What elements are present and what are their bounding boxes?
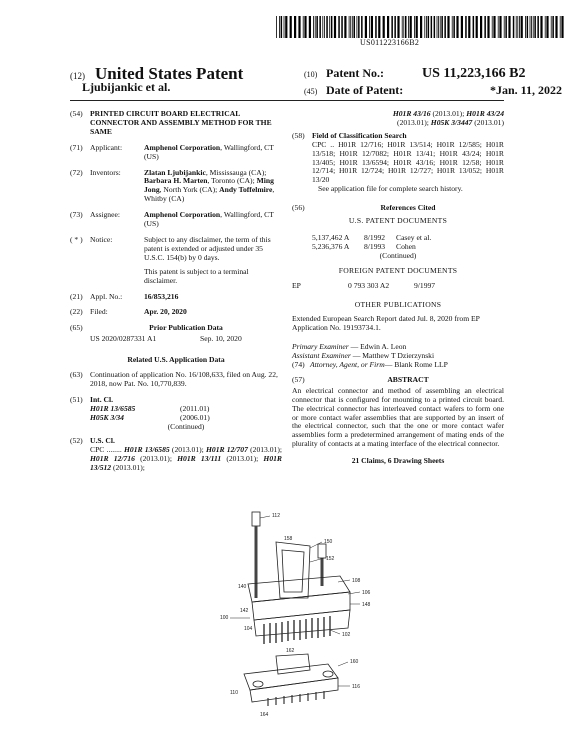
abstract-text: An electrical connector and method of assembling an electrical connector that is configured for mounting to a printed circuit board. The electrical connector has interleaved contact wafers to form one or more contact wafer assemblies that are supported by an insert of the electrical connector, such that the one or more contact wafer assemblies form a predetermined arrangement of mating ends of the plurality of contacts at a mating interface of the electrical connector. xyxy=(292,385,504,449)
patent-number: US 11,223,166 B2 xyxy=(422,66,526,81)
label-148: 148 xyxy=(362,602,371,608)
abstract-item xyxy=(292,376,504,385)
notice-label: Notice: xyxy=(90,234,113,244)
barcode-bar xyxy=(334,16,336,38)
cpc-a: H01R 13/6585 xyxy=(124,445,170,455)
cpc-cont-2: H01R 43/24 xyxy=(466,109,504,118)
intcl-1: H01R 13/6585 xyxy=(90,403,136,413)
barcode-bar xyxy=(473,16,475,38)
patent-date: *Jan. 11, 2022 xyxy=(489,83,562,97)
patent-header-right xyxy=(304,66,562,98)
us-doc-date: 8/1993 xyxy=(364,241,386,251)
barcode-bar xyxy=(316,16,318,38)
barcode-bar xyxy=(279,16,280,38)
barcode-bar xyxy=(276,16,277,38)
barcode-bar xyxy=(437,16,438,38)
barcode-bar xyxy=(303,16,304,38)
screw-head xyxy=(252,512,260,526)
date-code: (45) xyxy=(304,87,318,96)
barcode-bar xyxy=(525,16,526,38)
barcode-bar xyxy=(322,16,323,38)
barcode-number: US011223166B2 xyxy=(360,38,420,47)
barcode-bar xyxy=(358,16,360,38)
shell xyxy=(276,542,310,598)
cpc-continued xyxy=(292,110,504,128)
right-column xyxy=(292,110,504,466)
applicant-label: Applicant: xyxy=(90,142,123,152)
appl-number: 16/853,216 xyxy=(144,291,179,301)
barcode-bar xyxy=(298,16,300,38)
assistant-examiner-label: Assistant Examiner xyxy=(292,351,351,361)
filed-date: Apr. 20, 2020 xyxy=(144,307,187,317)
barcode-bar xyxy=(371,16,373,38)
label-108: 108 xyxy=(352,578,361,584)
prior-publication-title: Prior Publication Data xyxy=(149,323,223,333)
inventor-4-location: , Whitby (CA) xyxy=(144,185,275,204)
label-142: 142 xyxy=(240,608,249,614)
barcode-bar xyxy=(294,16,296,38)
barcode-bar xyxy=(533,16,534,38)
attorney-code: (74) xyxy=(292,360,305,370)
abstract-code: (57) xyxy=(292,374,305,384)
notice-text: Subject to any disclaimer, the term of this patent is extended or adjusted under 35 U.S.C. 154(b) by 0 days. xyxy=(144,234,271,262)
assignee-location: , Wallingford, CT (US) xyxy=(144,210,274,229)
appl-code: (21) xyxy=(70,291,83,301)
prior-publication-row xyxy=(90,335,282,344)
barcode-bar xyxy=(324,16,325,38)
prior-publication-number: US 2020/0287331 A1 xyxy=(90,334,157,344)
barcode xyxy=(276,16,566,38)
filed-code: (22) xyxy=(70,307,83,317)
screw-head-2 xyxy=(318,544,326,558)
title-item xyxy=(70,110,282,137)
barcode-bar xyxy=(329,16,330,38)
uscl-code: (52) xyxy=(70,436,83,446)
cpc-cont-1-date: (2013.01); xyxy=(430,109,467,118)
cpc-cont-1: H01R 43/16 xyxy=(392,109,431,118)
barcode-bar xyxy=(428,16,430,38)
barcode-bar xyxy=(378,16,380,38)
label-102: 102 xyxy=(342,632,351,638)
barcode-bar xyxy=(560,16,561,38)
barcode-bar xyxy=(452,16,453,38)
barcode-bar xyxy=(513,16,515,38)
barcode-bar xyxy=(309,16,311,38)
applicant-code: (71) xyxy=(70,142,83,152)
barcode-bar xyxy=(534,16,536,38)
applicant-location: , Wallingford, CT (US) xyxy=(144,142,274,161)
barcode-bar xyxy=(354,16,356,38)
uscl-cpc xyxy=(90,446,282,473)
prior-code: (65) xyxy=(70,323,83,333)
notice-code: ( * ) xyxy=(70,234,83,244)
other-publications-title: OTHER PUBLICATIONS xyxy=(354,299,442,309)
inventors-label: Inventors: xyxy=(90,167,121,177)
barcode-bar xyxy=(493,16,495,38)
foreign-doc-row xyxy=(292,282,504,291)
mount-hole-right xyxy=(323,671,333,677)
barcode-bar xyxy=(361,16,363,38)
other-publications-text: Extended European Search Report dated Jul. 8, 2020 from EP Application No. 19193734.1. xyxy=(292,314,480,333)
label-110: 110 xyxy=(230,690,238,696)
barcode-bar xyxy=(387,16,389,38)
leader-lines xyxy=(230,516,360,686)
label-104: 104 xyxy=(244,626,253,632)
barcode-bar xyxy=(468,16,470,38)
barcode-bar xyxy=(537,16,539,38)
inventor-1: Zlatan Ljubijankic xyxy=(144,167,206,177)
barcode-bar xyxy=(397,16,399,38)
barcode-bar xyxy=(402,16,403,38)
applicant-name: Amphenol Corporation xyxy=(144,142,221,152)
barcode-bar xyxy=(440,16,441,38)
filed-label: Filed: xyxy=(90,307,108,317)
attorney-label: Attorney, Agent, or Firm xyxy=(310,360,385,370)
cpc-e: H01R 13/512 xyxy=(90,454,282,473)
barcode-bar xyxy=(465,16,467,38)
us-doc-name: Casey et al. xyxy=(396,232,432,242)
pins xyxy=(264,616,330,644)
barcode-bar xyxy=(434,16,436,38)
intcl-1-date: (2011.01) xyxy=(180,403,210,413)
barcode-bar xyxy=(284,16,285,38)
barcode-bar xyxy=(315,16,316,38)
assignee-item xyxy=(70,211,282,229)
assignee-label: Assignee: xyxy=(90,210,120,220)
barcode-bar xyxy=(551,16,552,38)
insert-top xyxy=(252,592,350,620)
barcode-bar xyxy=(349,16,350,38)
barcode-bar xyxy=(414,16,415,38)
title-code: (54) xyxy=(70,109,83,118)
intcl-code: (51) xyxy=(70,394,83,404)
field-code: (58) xyxy=(292,130,305,140)
barcode-bar xyxy=(365,16,367,38)
us-docs-title: U.S. PATENT DOCUMENTS xyxy=(348,216,448,226)
refs-item xyxy=(292,204,504,213)
intcl-2: H05K 3/34 xyxy=(90,412,124,422)
cpc-d: H01R 13/111 xyxy=(177,454,222,464)
label-100: 100 xyxy=(220,615,229,621)
barcode-bar xyxy=(504,16,505,38)
barcode-bar xyxy=(441,16,443,38)
barcode-bar xyxy=(420,16,422,38)
inventor-4: Andy Toffelmire xyxy=(219,185,273,195)
refs-code: (56) xyxy=(292,203,305,213)
us-doc-number: 5,137,462 A xyxy=(312,232,350,242)
barcode-bar xyxy=(487,16,489,38)
primary-examiner-label: Primary Examiner xyxy=(292,342,349,352)
barcode-bar xyxy=(484,16,486,38)
barcode-bar xyxy=(447,16,449,38)
foreign-country: EP xyxy=(292,280,301,290)
barcode-bar xyxy=(545,16,546,38)
assignee-name: Amphenol Corporation xyxy=(144,210,221,220)
barcode-bar xyxy=(444,16,446,38)
barcode-bar xyxy=(540,16,542,38)
patent-no-code: (10) xyxy=(304,70,318,79)
intcl-list xyxy=(90,405,282,432)
barcode-bar xyxy=(505,16,507,38)
barcode-bar xyxy=(352,16,353,38)
barcode-bar xyxy=(508,16,510,38)
us-doc-date: 8/1992 xyxy=(364,232,386,242)
claims-count: 21 Claims, 6 Drawing Sheets xyxy=(351,456,445,466)
attorney xyxy=(292,361,504,370)
filed-item xyxy=(70,308,282,317)
cpc-cont-3-date: (2013.01) xyxy=(472,117,504,127)
doc-type-title: United States Patent xyxy=(95,64,244,83)
barcode-bar xyxy=(416,16,418,38)
barcode-bar xyxy=(331,16,333,38)
inventor-3-location: , North York (CA); xyxy=(159,185,218,195)
intcl-2-date: (2006.01) xyxy=(180,412,210,422)
barcode-bar xyxy=(531,16,532,38)
inventor-3: Ming Jong xyxy=(144,176,274,195)
label-116: 116 xyxy=(352,684,360,690)
label-158: 158 xyxy=(284,536,293,542)
barcode-bar xyxy=(498,16,499,38)
field-text: CPC .. H01R 12/716; H01R 13/514; H01R 12/585; H01R 13/518; H01R 12/7082; H01R 13/41; H01R 43/24; H01R 13/405; H01R 13/6594; H01R 43/16; H01R 12/58; H01R 12/714; H01R 12/724; H01R 12/727; H01R 13/052; H01R 13/20 xyxy=(312,139,504,185)
prior-item xyxy=(70,324,282,333)
left-column xyxy=(70,110,282,473)
label-140: 140 xyxy=(238,584,247,590)
cpc-cont-3: H05K 3/3447 xyxy=(430,117,473,127)
us-doc-number: 5,236,376 A xyxy=(312,241,350,251)
primary-examiner-name: — Edwin A. Leon xyxy=(348,342,407,352)
uscl-label: U.S. Cl. xyxy=(90,436,115,446)
intcl-continued: (Continued) xyxy=(167,421,205,431)
representative-drawing xyxy=(190,506,390,736)
continuation-code: (63) xyxy=(70,370,83,380)
cpc-e-date: (2013.01); xyxy=(111,463,145,473)
refs-title: References Cited xyxy=(380,203,436,213)
us-docs-list xyxy=(312,234,504,252)
barcode-bar xyxy=(476,16,478,38)
foreign-date: 9/1997 xyxy=(414,280,436,290)
barcode-bar xyxy=(424,16,425,38)
related-data-title: Related U.S. Application Data xyxy=(127,355,225,365)
doc-type-code: (12) xyxy=(70,71,85,81)
barcode-bar xyxy=(304,16,306,38)
barcode-bar xyxy=(530,16,531,38)
patent-no-label: Patent No.: xyxy=(326,66,384,80)
mount-hole-left xyxy=(253,681,263,687)
barcode-bar xyxy=(552,16,554,38)
barcode-bar xyxy=(410,16,412,38)
label-164: 164 xyxy=(260,712,269,718)
terminal-disclaimer: This patent is subject to a terminal disclaimer. xyxy=(144,266,249,285)
barcode-bar xyxy=(519,16,520,38)
barcode-bar xyxy=(555,16,557,38)
us-doc-name: Cohen xyxy=(396,241,416,251)
inventor-2: Barbara H. Marten xyxy=(144,176,208,186)
barcode-bar xyxy=(281,16,283,38)
notice-item xyxy=(70,236,282,286)
barcode-bar xyxy=(319,16,321,38)
label-162: 162 xyxy=(286,648,295,654)
invention-title: PRINTED CIRCUIT BOARD ELECTRICAL CONNECTOR AND ASSEMBLY METHOD FOR THE SAME xyxy=(90,109,272,136)
barcode-bar xyxy=(438,16,439,38)
attorney-name: — Blank Rome LLP xyxy=(384,360,448,370)
barcode-bar xyxy=(285,16,287,38)
barcode-bar xyxy=(546,16,548,38)
barcode-bar xyxy=(391,16,393,38)
cpc-c: H01R 12/716 xyxy=(90,454,135,464)
continuation-item xyxy=(70,371,282,389)
barcode-bar xyxy=(313,16,314,38)
lower-shell xyxy=(276,654,310,674)
barcode-bar xyxy=(453,16,455,38)
lower-body xyxy=(250,678,338,702)
cpc-label: CPC ........ xyxy=(90,445,122,455)
inventor-1-location: , Mississauga (CA); xyxy=(205,167,267,177)
applicant-item xyxy=(70,144,282,162)
header-rule xyxy=(70,100,504,101)
cpc-cont-2-date: (2013.01); xyxy=(397,117,431,127)
inventors-code: (72) xyxy=(70,167,83,177)
intcl-label: Int. Cl. xyxy=(90,394,113,404)
barcode-bar xyxy=(456,16,458,38)
barcode-bar xyxy=(357,16,358,38)
barcode-bar xyxy=(517,16,518,38)
barcode-bar xyxy=(516,16,517,38)
barcode-bar xyxy=(480,16,482,38)
inventors-item xyxy=(70,169,282,205)
appl-label: Appl. No.: xyxy=(90,291,123,301)
barcode-bar xyxy=(383,16,385,38)
barcode-bar xyxy=(341,16,343,38)
continuation-text: Continuation of application No. 16/108,633, filed on Aug. 22, 2018, now Pat. No. 10,770,839. xyxy=(90,370,278,388)
barcode-bar xyxy=(527,16,529,38)
label-106: 106 xyxy=(362,590,371,596)
barcode-bar xyxy=(405,16,407,38)
lower-flange xyxy=(244,664,338,690)
barcode-bar xyxy=(290,16,292,38)
barcode-bar xyxy=(426,16,427,38)
prior-publication-date: Sep. 10, 2020 xyxy=(200,334,242,344)
barcode-bar xyxy=(492,16,493,38)
cpc-c-date: (2013.01); xyxy=(134,454,178,464)
label-152: 152 xyxy=(326,556,335,562)
cpc-d-date: (2013.01); xyxy=(221,454,264,464)
foreign-number: 0 793 303 A2 xyxy=(348,280,390,290)
barcode-bar xyxy=(521,16,523,38)
barcode-bar xyxy=(431,16,433,38)
cpc-b-date: (2013.01); xyxy=(247,445,282,455)
shell-inner xyxy=(282,550,304,592)
barcode-bar xyxy=(461,16,463,38)
field-title: Field of Classification Search xyxy=(312,130,407,140)
barcode-bar xyxy=(375,16,377,38)
field-see: See application file for complete search history. xyxy=(318,184,463,194)
lower-pins xyxy=(268,691,324,706)
barcode-bar xyxy=(338,16,340,38)
cpc-b: H01R 12/707 xyxy=(206,445,248,455)
date-label: Date of Patent: xyxy=(326,83,404,97)
barcode-bar xyxy=(408,16,409,38)
assistant-examiner-name: — Matthew T Dzierzynski xyxy=(350,351,435,361)
refs-continued: (Continued) xyxy=(379,250,417,260)
barcode-bar xyxy=(369,16,370,38)
label-150: 150 xyxy=(324,539,333,545)
appl-item xyxy=(70,293,282,302)
barcode-bar xyxy=(394,16,396,38)
abstract-title: ABSTRACT xyxy=(387,374,429,384)
barcode-bar xyxy=(344,16,346,38)
cpc-a-date: (2013.01); xyxy=(169,445,207,455)
barcode-bar xyxy=(326,16,328,38)
barcode-bar xyxy=(561,16,563,38)
barcode-bar xyxy=(350,16,351,38)
connector-illustration xyxy=(230,512,360,706)
assignee-code: (73) xyxy=(70,210,83,220)
label-160: 160 xyxy=(350,659,359,665)
barcode-bar xyxy=(499,16,501,38)
inventor-2-location: , Toronto (CA); xyxy=(207,176,255,186)
label-112: 112 xyxy=(272,513,280,519)
foreign-docs-title: FOREIGN PATENT DOCUMENTS xyxy=(338,265,458,275)
inventor-short: Ljubijankic et al. xyxy=(82,80,171,94)
barcode-bar xyxy=(403,16,404,38)
